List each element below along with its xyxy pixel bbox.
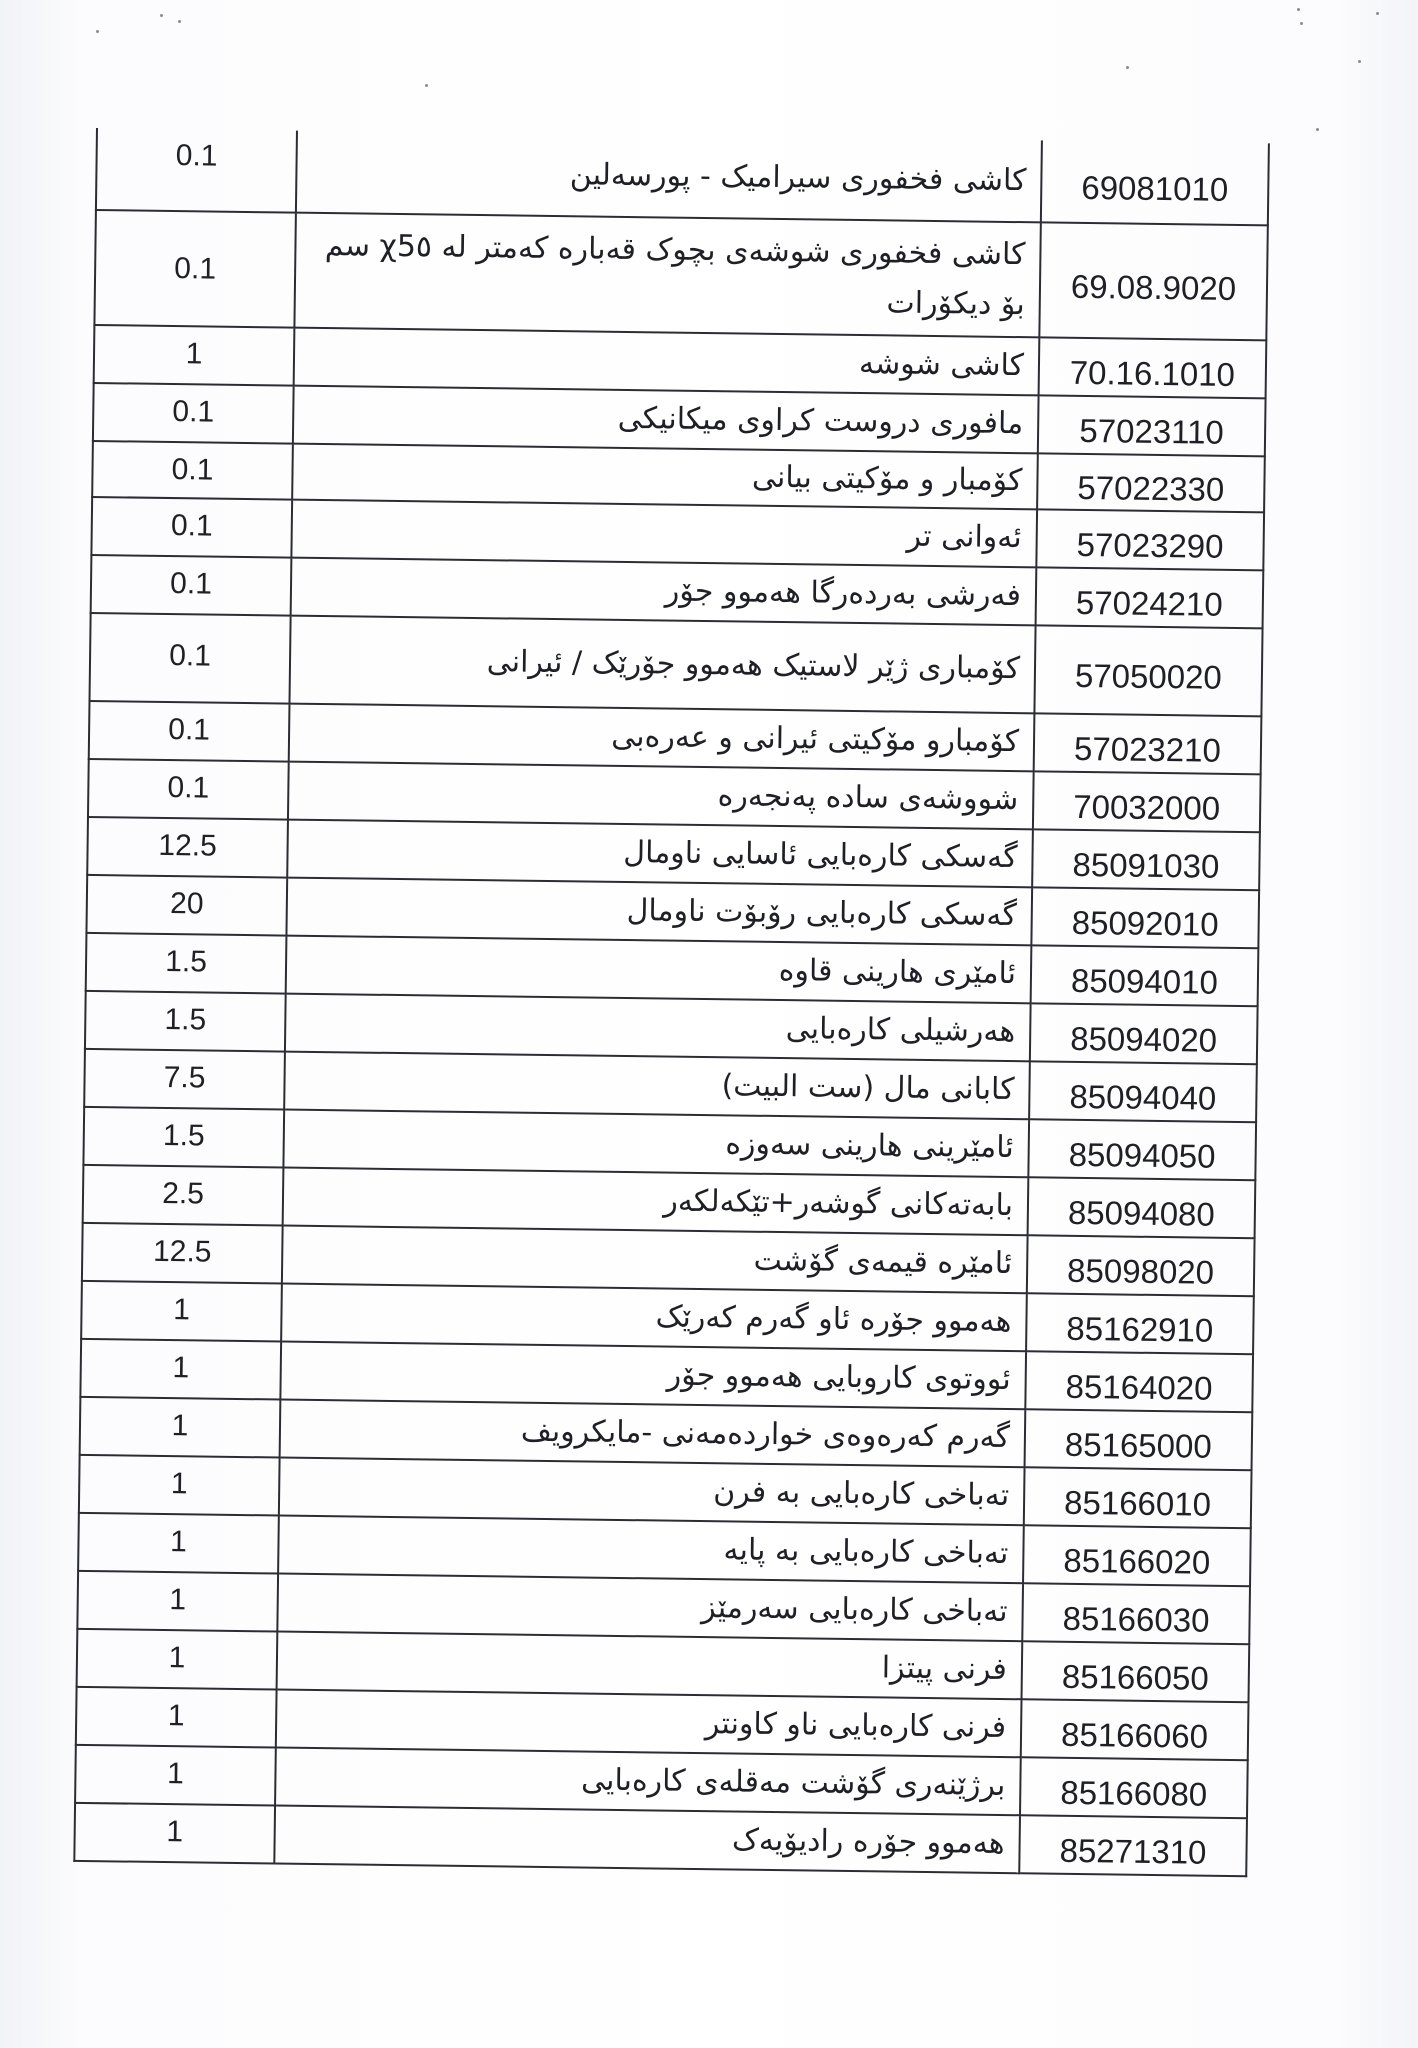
description-cell: کۆمبار و مۆکیتی بیانی xyxy=(292,444,1038,510)
code-cell: 57050020 xyxy=(1034,625,1262,716)
rate-cell: 1 xyxy=(77,1571,278,1632)
rate-cell: 0.1 xyxy=(91,555,292,616)
description-cell: هەموو جۆرە ئاو گەرم کەرێک xyxy=(281,1284,1027,1352)
scan-speck xyxy=(178,20,181,23)
description-cell: هەرشیلی کارەبایی xyxy=(285,994,1031,1062)
code-cell: 57023210 xyxy=(1034,713,1262,774)
rate-cell: 12.5 xyxy=(82,1223,283,1284)
code-cell: 70032000 xyxy=(1033,771,1261,832)
description-cell: فەرشی بەردەرگا هەموو جۆر xyxy=(291,558,1037,626)
code-cell: 85098020 xyxy=(1027,1235,1255,1296)
rate-cell: 1 xyxy=(78,1513,279,1574)
code-cell: 85166010 xyxy=(1024,1467,1252,1528)
description-cell: شووشەی سادە پەنجەرە xyxy=(288,762,1034,830)
description-cell: ئەوانی تر xyxy=(291,500,1037,568)
code-cell: 69.08.9020 xyxy=(1039,222,1267,340)
table-row xyxy=(94,210,1267,340)
rate-cell: 1 xyxy=(77,1629,278,1690)
scan-speck xyxy=(160,14,163,17)
tariff-table-container xyxy=(73,128,1268,1903)
rate-cell: 1 xyxy=(75,1745,276,1806)
rate-cell: 1 xyxy=(76,1687,277,1748)
code-cell: 85094010 xyxy=(1031,945,1259,1006)
code-cell: 85166050 xyxy=(1022,1641,1250,1702)
description-cell: تەباخی کارەبایی سەرمێز xyxy=(277,1574,1023,1642)
code-cell: 57023290 xyxy=(1036,509,1264,570)
description-cell: فرنی کارەبایی ناو کاونتر xyxy=(276,1689,1022,1757)
rate-cell: 2.5 xyxy=(83,1165,284,1226)
rate-cell: 0.1 xyxy=(93,383,294,444)
description-cell: تەباخی کارەبایی بە فرن xyxy=(279,1458,1025,1526)
description-cell: گەسکی کارەبایی ئاسایی ناومال xyxy=(287,820,1033,888)
code-cell: 57022330 xyxy=(1037,453,1265,512)
code-cell: 85094040 xyxy=(1029,1061,1257,1122)
description-cell: کاشی فخفوری شوشەی بچوک قەبارە کەمتر لە χ5٥ سم بۆ دیکۆرات xyxy=(294,213,1040,338)
code-cell: 69081010 xyxy=(1041,140,1269,225)
description-cell: کاشی شوشە xyxy=(294,328,1040,396)
description-cell: گەسکی کارەبایی رۆبۆت ناومال xyxy=(286,878,1032,946)
rate-cell: 0.1 xyxy=(88,759,289,820)
rate-cell: 12.5 xyxy=(87,817,288,878)
code-cell: 85271310 xyxy=(1019,1815,1247,1876)
scan-speck xyxy=(1376,12,1379,15)
code-cell: 85162910 xyxy=(1026,1293,1254,1354)
scan-speck xyxy=(96,30,99,33)
rate-cell: 0.1 xyxy=(91,497,292,558)
description-cell: کۆمباری ژێر لاستیک هەموو جۆرێک / ئیرانی xyxy=(289,616,1035,714)
code-cell: 57023110 xyxy=(1038,395,1266,456)
rate-cell: 20 xyxy=(86,875,287,936)
table-row xyxy=(89,613,1262,716)
code-cell: 57024210 xyxy=(1036,567,1264,628)
code-cell: 85091030 xyxy=(1032,829,1260,890)
code-cell: 85092010 xyxy=(1031,887,1259,948)
code-cell: 70.16.1010 xyxy=(1039,337,1267,398)
tariff-table xyxy=(73,128,1270,1877)
table-row xyxy=(96,128,1269,225)
code-cell: 85094080 xyxy=(1028,1177,1256,1238)
rate-cell: 0.1 xyxy=(94,210,295,328)
rate-cell: 1 xyxy=(74,1803,275,1864)
description-cell: ئامێرینی هارینی سەوزە xyxy=(283,1110,1029,1178)
rate-cell: 1.5 xyxy=(86,933,287,994)
description-cell: ئووتوی کاروبایی هەموو جۆر xyxy=(280,1342,1026,1410)
description-cell: برژێنەری گۆشت مەقلەی کارەبایی xyxy=(275,1747,1021,1815)
rate-cell: 1 xyxy=(81,1281,282,1342)
rate-cell: 1 xyxy=(94,325,295,386)
scan-speck xyxy=(1316,128,1319,131)
description-cell: کاشی فخفوری سیرامیک - پورسەلین xyxy=(296,131,1042,223)
description-cell: مافوری دروست کراوی میکانیکی xyxy=(293,386,1039,454)
code-cell: 85166060 xyxy=(1021,1699,1249,1760)
code-cell: 85165000 xyxy=(1025,1409,1253,1470)
code-cell: 85094020 xyxy=(1030,1003,1258,1064)
rate-cell: 0.1 xyxy=(89,613,290,704)
scan-speck xyxy=(1297,8,1300,11)
code-cell: 85164020 xyxy=(1025,1351,1253,1412)
description-cell: تەباخی کارەبایی بە پایە xyxy=(278,1516,1024,1584)
tariff-table-body xyxy=(74,128,1269,1876)
description-cell: بابەتەکانی گوشەر+تێکەلکەر xyxy=(283,1168,1029,1236)
scan-speck xyxy=(425,84,428,87)
rate-cell: 0.1 xyxy=(92,441,293,500)
code-cell: 85166020 xyxy=(1023,1525,1251,1586)
description-cell: ئامێری هارینی قاوە xyxy=(286,936,1032,1004)
scan-speck xyxy=(1358,60,1361,63)
scan-speck xyxy=(1300,22,1303,25)
rate-cell: 7.5 xyxy=(84,1049,285,1110)
description-cell: هەموو جۆرە رادیۆیەک xyxy=(274,1805,1020,1873)
rate-cell: 1.5 xyxy=(83,1107,284,1168)
description-cell: ئامێرە قیمەی گۆشت xyxy=(282,1226,1028,1294)
rate-cell: 0.1 xyxy=(96,128,297,213)
rate-cell: 1 xyxy=(79,1455,280,1516)
code-cell: 85166080 xyxy=(1020,1757,1248,1818)
rate-cell: 1.5 xyxy=(85,991,286,1052)
rate-cell: 1 xyxy=(80,1397,281,1458)
code-cell: 85094050 xyxy=(1028,1119,1256,1180)
description-cell: گەرم کەرەوەی خواردەمەنی -مایکرویف xyxy=(280,1400,1026,1468)
rate-cell: 1 xyxy=(80,1339,281,1400)
scan-speck xyxy=(1126,66,1129,69)
description-cell: کابانی مال (ست البيت) xyxy=(284,1052,1030,1120)
description-cell: فرنی پیتزا xyxy=(277,1632,1023,1700)
rate-cell: 0.1 xyxy=(89,701,290,762)
code-cell: 85166030 xyxy=(1022,1583,1250,1644)
description-cell: کۆمبارو مۆکیتی ئیرانی و عەرەبی xyxy=(289,704,1035,772)
